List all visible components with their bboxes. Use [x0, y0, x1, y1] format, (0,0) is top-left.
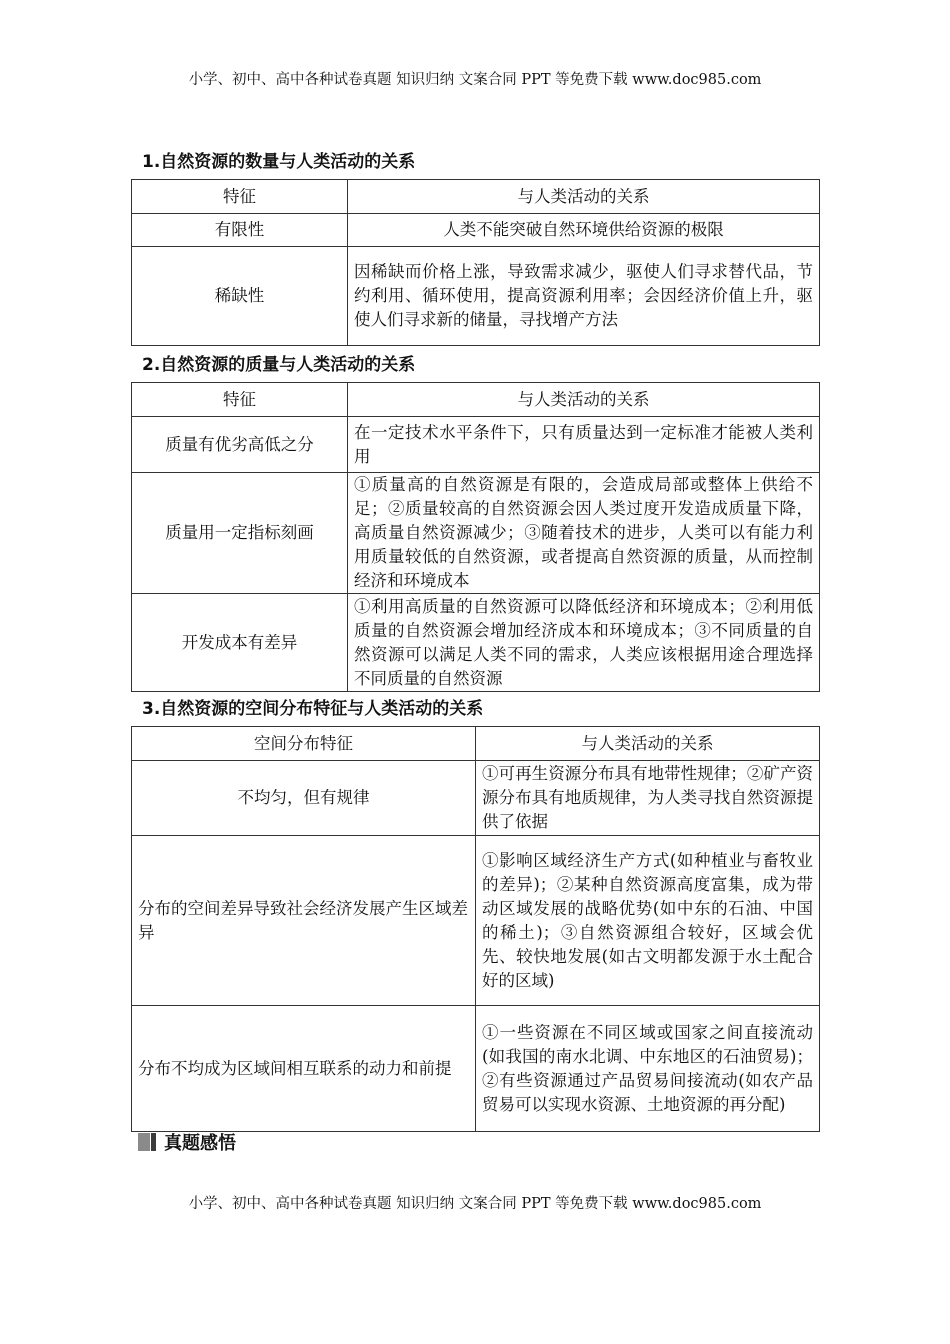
feature-cell: 开发成本有差异: [132, 594, 348, 692]
relation-cell: ①质量高的自然资源是有限的，会造成局部或整体上供给不足；②质量较高的自然资源会因人类过度开发造成质量下降，高质量自然资源减少；③随着技术的进步，人类可以有能力利用质量较低的自然资源，或者提高自然资源的质量，从而控制经济和环境成本: [348, 473, 820, 594]
feature-cell: 有限性: [132, 214, 348, 247]
table-header-row: [132, 727, 820, 761]
table-row: [132, 836, 820, 1006]
header-cell-feature: 特征: [132, 180, 348, 214]
relation-cell: 人类不能突破自然环境供给资源的极限: [348, 214, 820, 247]
feature-cell: 不均匀，但有规律: [132, 761, 476, 836]
relation-cell: ①影响区域经济生产方式(如种植业与畜牧业的差异)；②某种自然资源高度富集，成为带动区域发展的战略优势(如中东的石油、中国的稀土)；③自然资源组合较好，区域会优先、较快地发展(如古文明都发源于水土配合好的区域): [476, 836, 820, 1006]
feature-cell: 稀缺性: [132, 247, 348, 346]
next-section-heading: [138, 1129, 236, 1155]
page-header: 小学、初中、高中各种试卷真题 知识归纳 文案合同 PPT 等免费下载 www.doc985.com: [188, 72, 762, 88]
table-distribution: [131, 726, 820, 1132]
table-quantity: [131, 179, 820, 346]
table-row: [132, 1006, 820, 1132]
table-row: [132, 214, 820, 247]
feature-cell: 分布的空间差异导致社会经济发展产生区域差异: [132, 836, 476, 1006]
relation-cell: 在一定技术水平条件下，只有质量达到一定标准才能被人类利用: [348, 417, 820, 473]
section-1-title: 1.自然资源的数量与人类活动的关系: [142, 152, 416, 172]
relation-cell: ①一些资源在不同区域或国家之间直接流动(如我国的南水北调、中东地区的石油贸易)；②有些资源通过产品贸易间接流动(如农产品贸易可以实现水资源、土地资源的再分配): [476, 1006, 820, 1132]
section-2-title: 2.自然资源的质量与人类活动的关系: [142, 355, 416, 375]
relation-cell: ①可再生资源分布具有地带性规律；②矿产资源分布具有地质规律，为人类寻找自然资源提供了依据: [476, 761, 820, 836]
header-cell-feature: 空间分布特征: [132, 727, 476, 761]
section-3-title: 3.自然资源的空间分布特征与人类活动的关系: [142, 699, 484, 719]
table-header-row: [132, 180, 820, 214]
table-header-row: [132, 383, 820, 417]
section-marker-icon: [138, 1133, 156, 1151]
table-row: [132, 594, 820, 692]
next-section-title: 真题感悟: [164, 1133, 236, 1154]
header-cell-feature: 特征: [132, 383, 348, 417]
feature-cell: 分布不均成为区域间相互联系的动力和前提: [132, 1006, 476, 1132]
table-row: [132, 417, 820, 473]
table-row: [132, 473, 820, 594]
page-footer: 小学、初中、高中各种试卷真题 知识归纳 文案合同 PPT 等免费下载 www.doc985.com: [188, 1196, 762, 1212]
table-row: [132, 761, 820, 836]
table-row: [132, 247, 820, 346]
relation-cell: ①利用高质量的自然资源可以降低经济和环境成本；②利用低质量的自然资源会增加经济成本和环境成本；③不同质量的自然资源可以满足人类不同的需求，人类应该根据用途合理选择不同质量的自然资源: [348, 594, 820, 692]
relation-cell: 因稀缺而价格上涨，导致需求减少，驱使人们寻求替代品，节约利用、循环使用，提高资源利用率；会因经济价值上升，驱使人们寻求新的储量，寻找增产方法: [348, 247, 820, 346]
header-cell-relation: 与人类活动的关系: [348, 383, 820, 417]
header-cell-relation: 与人类活动的关系: [348, 180, 820, 214]
header-cell-relation: 与人类活动的关系: [476, 727, 820, 761]
table-quality: [131, 382, 820, 692]
feature-cell: 质量用一定指标刻画: [132, 473, 348, 594]
feature-cell: 质量有优劣高低之分: [132, 417, 348, 473]
